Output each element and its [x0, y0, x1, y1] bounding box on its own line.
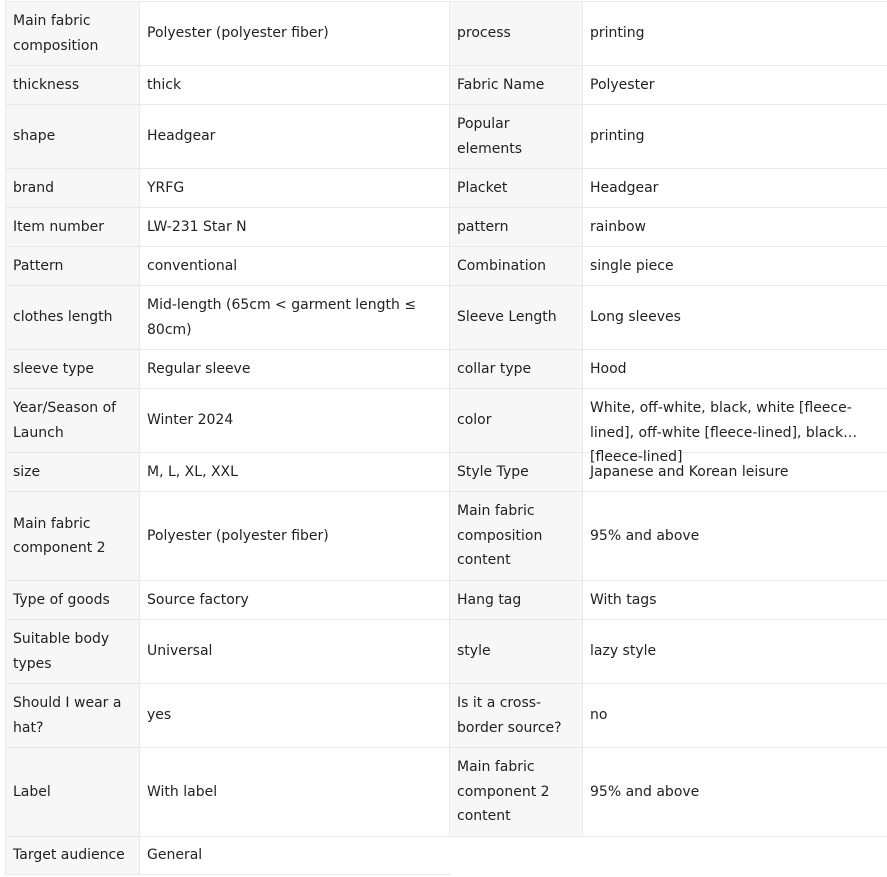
- attribute-value: Hood: [583, 350, 887, 389]
- attribute-value: 95% and above: [583, 748, 887, 837]
- attribute-key: color: [450, 389, 583, 453]
- attribute-key: process: [450, 2, 583, 66]
- attribute-value: yes: [140, 684, 450, 748]
- table-row: [6, 492, 887, 581]
- attribute-value: printing: [583, 105, 887, 169]
- color-value-text: White, off-white, black, white [fleece-lined], off-white [fleece-lined], black [fleece-lined]: [590, 400, 852, 465]
- attribute-key: Combination: [450, 247, 583, 286]
- attributes-table-body: [6, 2, 887, 875]
- attribute-value: Regular sleeve: [140, 350, 450, 389]
- attribute-value: General: [140, 837, 450, 875]
- table-row: [6, 581, 887, 620]
- attribute-value: Japanese and Korean leisure: [583, 453, 887, 492]
- table-row: [6, 2, 887, 66]
- attribute-value: M, L, XL, XXL: [140, 453, 450, 492]
- table-row: [6, 208, 887, 247]
- table-row: [6, 684, 887, 748]
- attribute-key: Year/Season of Launch: [6, 389, 140, 453]
- table-row: [6, 105, 887, 169]
- attribute-key: thickness: [6, 66, 140, 105]
- attribute-value: Polyester (polyester fiber): [140, 492, 450, 581]
- attribute-value: rainbow: [583, 208, 887, 247]
- attribute-value: lazy style: [583, 620, 887, 684]
- product-attributes-table: [5, 1, 887, 875]
- attribute-value: Mid-length (65cm < garment length ≤ 80cm): [140, 286, 450, 350]
- attribute-value: no: [583, 684, 887, 748]
- attribute-value: thick: [140, 66, 450, 105]
- attribute-value: Universal: [140, 620, 450, 684]
- attribute-value: Winter 2024: [140, 389, 450, 453]
- attribute-key: Hang tag: [450, 581, 583, 620]
- attribute-value: With tags: [583, 581, 887, 620]
- attribute-key: Is it a cross-border source?: [450, 684, 583, 748]
- attribute-key: Main fabric composition: [6, 2, 140, 66]
- table-row: [6, 350, 887, 389]
- table-row: [6, 837, 887, 875]
- table-row: [6, 169, 887, 208]
- attribute-key: size: [6, 453, 140, 492]
- table-row: [6, 66, 887, 105]
- attribute-value: Polyester: [583, 66, 887, 105]
- table-row: [6, 453, 887, 492]
- attribute-key: Sleeve Length: [450, 286, 583, 350]
- attribute-key: pattern: [450, 208, 583, 247]
- attribute-value: With label: [140, 748, 450, 837]
- table-row: [6, 620, 887, 684]
- table-row: [6, 286, 887, 350]
- attribute-value: 95% and above: [583, 492, 887, 581]
- attribute-key: shape: [6, 105, 140, 169]
- attribute-value: YRFG: [140, 169, 450, 208]
- attribute-key: Type of goods: [6, 581, 140, 620]
- attribute-value: single piece: [583, 247, 887, 286]
- attribute-key: Main fabric component 2 content: [450, 748, 583, 837]
- attribute-key: collar type: [450, 350, 583, 389]
- attribute-key: Label: [6, 748, 140, 837]
- attribute-key: style: [450, 620, 583, 684]
- attribute-key: Placket: [450, 169, 583, 208]
- attribute-value: Headgear: [140, 105, 450, 169]
- attribute-key: Style Type: [450, 453, 583, 492]
- attribute-key: Main fabric component 2: [6, 492, 140, 581]
- table-row: [6, 748, 887, 837]
- attribute-key: Fabric Name: [450, 66, 583, 105]
- attribute-value: Polyester (polyester fiber): [140, 2, 450, 66]
- attribute-value: printing: [583, 2, 887, 66]
- attribute-value: Headgear: [583, 169, 887, 208]
- attribute-key: Target audience: [6, 837, 140, 875]
- attribute-value: [583, 389, 887, 465]
- attribute-key: Item number: [6, 208, 140, 247]
- attribute-key: sleeve type: [6, 350, 140, 389]
- attribute-key: Pattern: [6, 247, 140, 286]
- attribute-key: clothes length: [6, 286, 140, 350]
- table-row: [6, 389, 887, 453]
- empty-cell: [450, 837, 887, 875]
- attribute-key: Should I wear a hat?: [6, 684, 140, 748]
- attribute-key: Popular elements: [450, 105, 583, 169]
- attribute-key: Main fabric composition content: [450, 492, 583, 581]
- attribute-value: Long sleeves: [583, 286, 887, 350]
- attribute-key: Suitable body types: [6, 620, 140, 684]
- attribute-value: Source factory: [140, 581, 450, 620]
- attribute-value: conventional: [140, 247, 450, 286]
- attribute-value: LW-231 Star N: [140, 208, 450, 247]
- attribute-key: brand: [6, 169, 140, 208]
- table-row: [6, 247, 887, 286]
